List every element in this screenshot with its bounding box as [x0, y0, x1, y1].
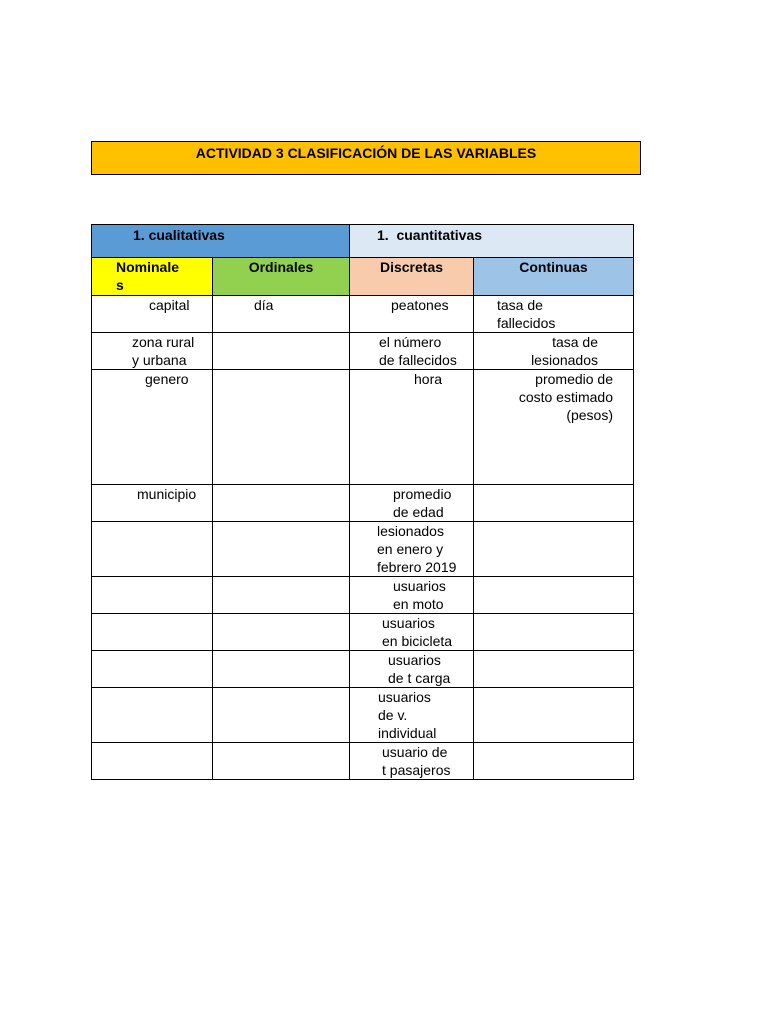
cell-continua — [474, 651, 634, 688]
header-nominales: Nominale s — [92, 258, 213, 296]
table-row — [92, 333, 634, 370]
cell-ordinal — [213, 370, 350, 485]
cell-ordinal — [213, 522, 350, 577]
cell-nominal — [92, 577, 213, 614]
cell-nominal: capital — [92, 296, 213, 333]
cell-ordinal — [213, 688, 350, 743]
table-row — [92, 296, 634, 333]
cell-nominal — [92, 743, 213, 780]
cell-ordinal — [213, 577, 350, 614]
cell-ordinal: día — [213, 296, 350, 333]
activity-title: ACTIVIDAD 3 CLASIFICACIÓN DE LAS VARIABLES — [91, 141, 641, 175]
table-row — [92, 577, 634, 614]
cell-nominal: municipio — [92, 485, 213, 522]
cell-continua — [474, 577, 634, 614]
variables-table — [91, 224, 634, 780]
cell-continua: tasa de lesionados — [474, 333, 634, 370]
cell-nominal — [92, 614, 213, 651]
group-cualitativas: 1. cualitativas — [92, 225, 350, 258]
cell-ordinal — [213, 485, 350, 522]
cell-discreta: lesionados en enero y febrero 2019 — [350, 522, 474, 577]
column-header-row — [92, 258, 634, 296]
cell-ordinal — [213, 651, 350, 688]
header-ordinales: Ordinales — [213, 258, 350, 296]
cell-nominal — [92, 688, 213, 743]
header-continuas: Continuas — [474, 258, 634, 296]
cell-discreta: usuarios en bicicleta — [350, 614, 474, 651]
cell-continua — [474, 485, 634, 522]
table-row — [92, 485, 634, 522]
cell-nominal: genero — [92, 370, 213, 485]
cell-ordinal — [213, 333, 350, 370]
cell-discreta: usuarios en moto — [350, 577, 474, 614]
cell-continua — [474, 688, 634, 743]
cell-ordinal — [213, 614, 350, 651]
cell-discreta: peatones — [350, 296, 474, 333]
table-row — [92, 522, 634, 577]
header-discretas: Discretas — [350, 258, 474, 296]
group-header-row — [92, 225, 634, 258]
cell-discreta: promedio de edad — [350, 485, 474, 522]
cell-nominal — [92, 522, 213, 577]
cell-discreta: hora — [350, 370, 474, 485]
group-cuantitativas: 1. cuantitativas — [350, 225, 634, 258]
cell-discreta: usuario de t pasajeros — [350, 743, 474, 780]
cell-continua: promedio de costo estimado (pesos) — [474, 370, 634, 485]
table-row — [92, 651, 634, 688]
cell-nominal: zona rural y urbana — [92, 333, 213, 370]
table-row — [92, 370, 634, 485]
cell-continua — [474, 743, 634, 780]
cell-nominal — [92, 651, 213, 688]
table-row — [92, 688, 634, 743]
cell-ordinal — [213, 743, 350, 780]
cell-discreta: usuarios de v. individual — [350, 688, 474, 743]
table-row — [92, 614, 634, 651]
cell-continua — [474, 614, 634, 651]
cell-continua: tasa de fallecidos — [474, 296, 634, 333]
cell-discreta: el número de fallecidos — [350, 333, 474, 370]
table-row — [92, 743, 634, 780]
cell-continua — [474, 522, 634, 577]
cell-discreta: usuarios de t carga — [350, 651, 474, 688]
